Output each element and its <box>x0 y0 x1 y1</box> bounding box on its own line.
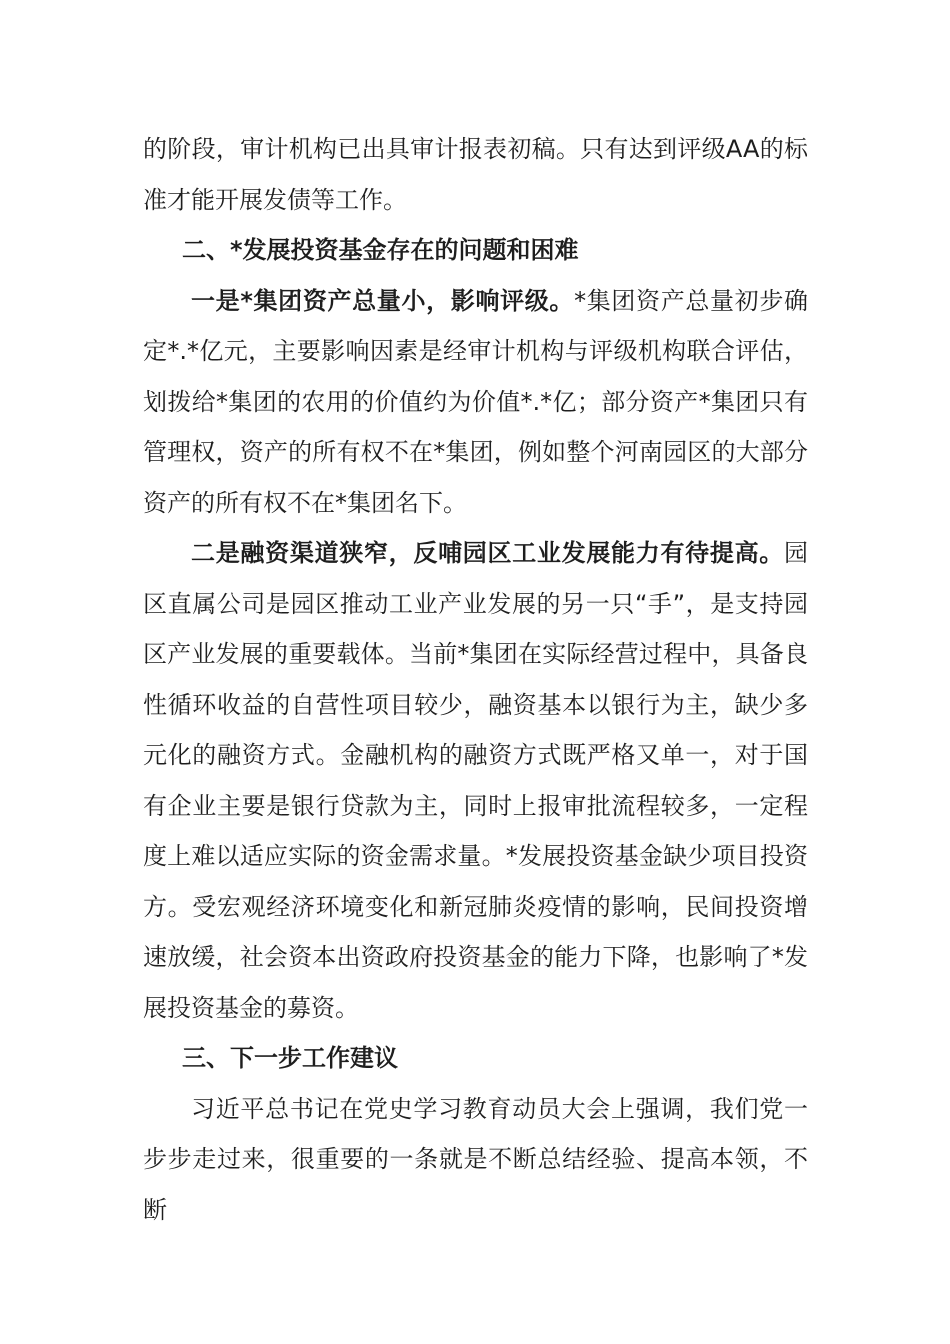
section-heading-next-steps <box>143 1033 808 1084</box>
paragraph-text: 园区直属公司是园区推动工业产业发展的另一只“手”，是支持园区产业发展的重要载体。当前*集团在实际经营过程中，具备良性循环收益的自营性项目较少，融资基本以银行为主，缺少多元化的融资方式。金融机构的融资方式既严格又单一，对于国有企业主要是银行贷款为主，同时上报审批流程较多，一定程度上难以适应实际的资金需求量。*发展投资基金缺少项目投资方。受宏观经济环境变化和新冠肺炎疫情的影响，民间投资增速放缓，社会资本出资政府投资基金的能力下降，也影响了*发展投资基金的募资。 <box>143 539 808 1022</box>
paragraph-lead: 二是融资渠道狭窄，反哺园区工业发展能力有待提高。 <box>191 539 784 567</box>
heading-text: 三、下一步工作建议 <box>182 1044 398 1072</box>
document-page <box>143 124 808 1235</box>
paragraph-asset-scale <box>143 276 808 529</box>
section-heading-problems <box>143 225 808 276</box>
paragraph-lead: 一是*集团资产总量小，影响评级。 <box>191 286 575 315</box>
paragraph-text: 的阶段，审计机构已出具审计报表初稿。只有达到评级AA的标准才能开展发债等工作。 <box>143 135 808 214</box>
paragraph-text: 习近平总书记在党史学习教育动员大会上强调，我们党一步步走过来，很重要的一条就是不断总结经验、提高本领，不断 <box>143 1094 808 1224</box>
heading-text: 二、*发展投资基金存在的问题和困难 <box>182 236 579 264</box>
paragraph-financing-channels <box>143 528 808 1033</box>
paragraph-text: *集团资产总量初步确定*.*亿元，主要影响因素是经审计机构与评级机构联合评估，划拨给*集团的农用的价值约为价值*.*亿；部分资产*集团只有管理权，资产的所有权不在*集团，例如整个河南园区的大部分资产的所有权不在*集团名下。 <box>143 286 808 517</box>
paragraph-recommendation <box>143 1084 808 1236</box>
paragraph-continuation <box>143 124 808 225</box>
